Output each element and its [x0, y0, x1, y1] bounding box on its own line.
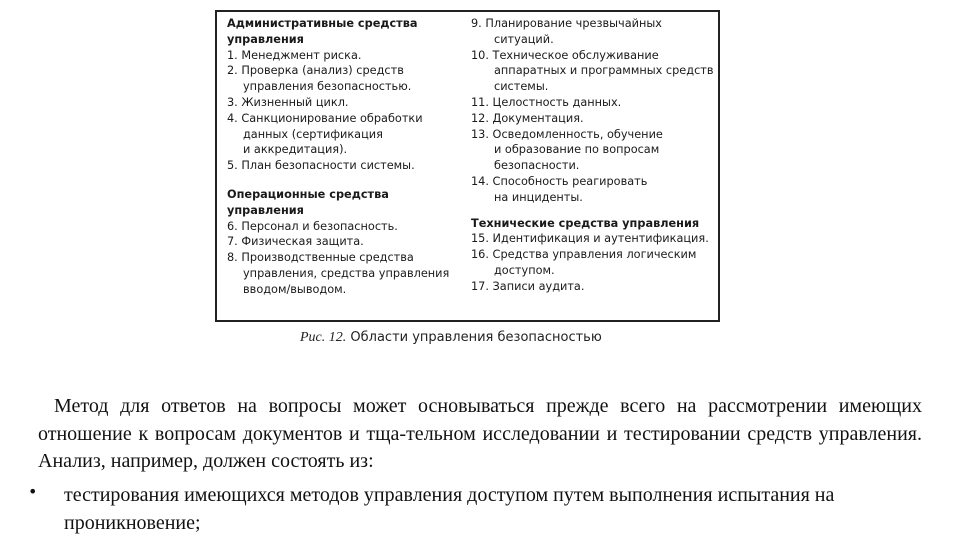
- item-text-continued: безопасности.: [494, 159, 580, 173]
- control-list-item: [227, 250, 459, 297]
- item-text: 14. Способность реагировать: [471, 174, 648, 188]
- item-text: 15. Идентификация и аутентификация.: [471, 232, 709, 246]
- item-text: 16. Средства управления логическим: [471, 248, 697, 262]
- section-title: Операционные средства: [227, 187, 389, 201]
- item-text-continued: вводом/выводом.: [243, 282, 347, 296]
- figure-right-column: [471, 16, 719, 295]
- item-text: 9. Планирование чрезвычайных: [471, 17, 662, 30]
- item-text: 6. Персонал и безопасность.: [227, 219, 398, 233]
- item-text: 2. Проверка (анализ) средств: [227, 64, 404, 78]
- control-list-item: [471, 247, 719, 279]
- item-text-continued: системы.: [494, 80, 549, 94]
- item-text: 17. Записи аудита.: [471, 279, 585, 293]
- item-text: 4. Санкционирование обработки: [227, 111, 423, 125]
- control-list-item: [227, 219, 459, 235]
- figure-caption: [300, 330, 660, 346]
- caption-text: Области управления безопасностью: [350, 330, 602, 345]
- control-list-item: [471, 16, 719, 48]
- figure-box: [215, 10, 720, 322]
- item-text-continued: ситуаций.: [494, 32, 554, 46]
- item-text: 5. План безопасности системы.: [227, 159, 415, 173]
- bullet-icon: •: [28, 482, 38, 501]
- section-title: Административные средства: [227, 17, 418, 30]
- control-list-item: [471, 127, 719, 174]
- control-list-item: [471, 111, 719, 127]
- control-list-item: [471, 48, 719, 95]
- item-text: 13. Осведомленность, обучение: [471, 127, 663, 141]
- item-text-continued: управления, средства управления: [243, 266, 450, 280]
- control-list-item: [227, 48, 459, 64]
- section-title: управления: [227, 203, 304, 217]
- item-text-continued: аппаратных и программных средств: [494, 64, 714, 78]
- item-text-continued: доступом.: [494, 263, 555, 277]
- control-list-item: [471, 95, 719, 111]
- section-gap: [227, 174, 459, 187]
- control-list-item: [227, 158, 459, 174]
- body-paragraph: [38, 393, 922, 476]
- control-list-item: [227, 63, 459, 95]
- control-list-item: [471, 279, 719, 295]
- item-text-continued: на инциденты.: [494, 190, 583, 204]
- section-gap: [471, 206, 719, 216]
- control-list-item: [227, 111, 459, 158]
- item-text-continued: управления безопасностью.: [243, 80, 412, 94]
- control-list-item: [471, 231, 719, 247]
- figure-left-column: [227, 16, 459, 298]
- item-text: 11. Целостность данных.: [471, 95, 622, 109]
- caption-label: Рис. 12.: [300, 330, 347, 345]
- item-text: 1. Менеджмент риска.: [227, 48, 362, 62]
- item-text: 10. Техническое обслуживание: [471, 48, 659, 62]
- section-title: управления: [227, 32, 304, 46]
- item-text-continued: и аккредитация).: [243, 143, 348, 157]
- control-list-item: [471, 174, 719, 206]
- paragraph-text: Метод для ответов на вопросы может основываться прежде всего на рассмотрении имеющих отношение к вопросам документов и тща-тельном исследовании и тестировании средств управления. Анализ, например, должен состоять из:: [38, 395, 922, 472]
- item-text: 12. Документация.: [471, 111, 584, 125]
- section-title: Технические средства управления: [471, 216, 700, 230]
- item-text: 8. Производственные средства: [227, 251, 414, 265]
- control-list-item: [227, 234, 459, 250]
- item-text-continued: данных (сертификация: [243, 127, 383, 141]
- control-list-item: [227, 95, 459, 111]
- item-text-continued: и образование по вопросам: [494, 143, 660, 157]
- bullet-text: тестирования имеющихся методов управления доступом путем выполнения испытания на проникновение;: [64, 484, 835, 534]
- item-text: 3. Жизненный цикл.: [227, 95, 349, 109]
- item-text: 7. Физическая защита.: [227, 235, 364, 249]
